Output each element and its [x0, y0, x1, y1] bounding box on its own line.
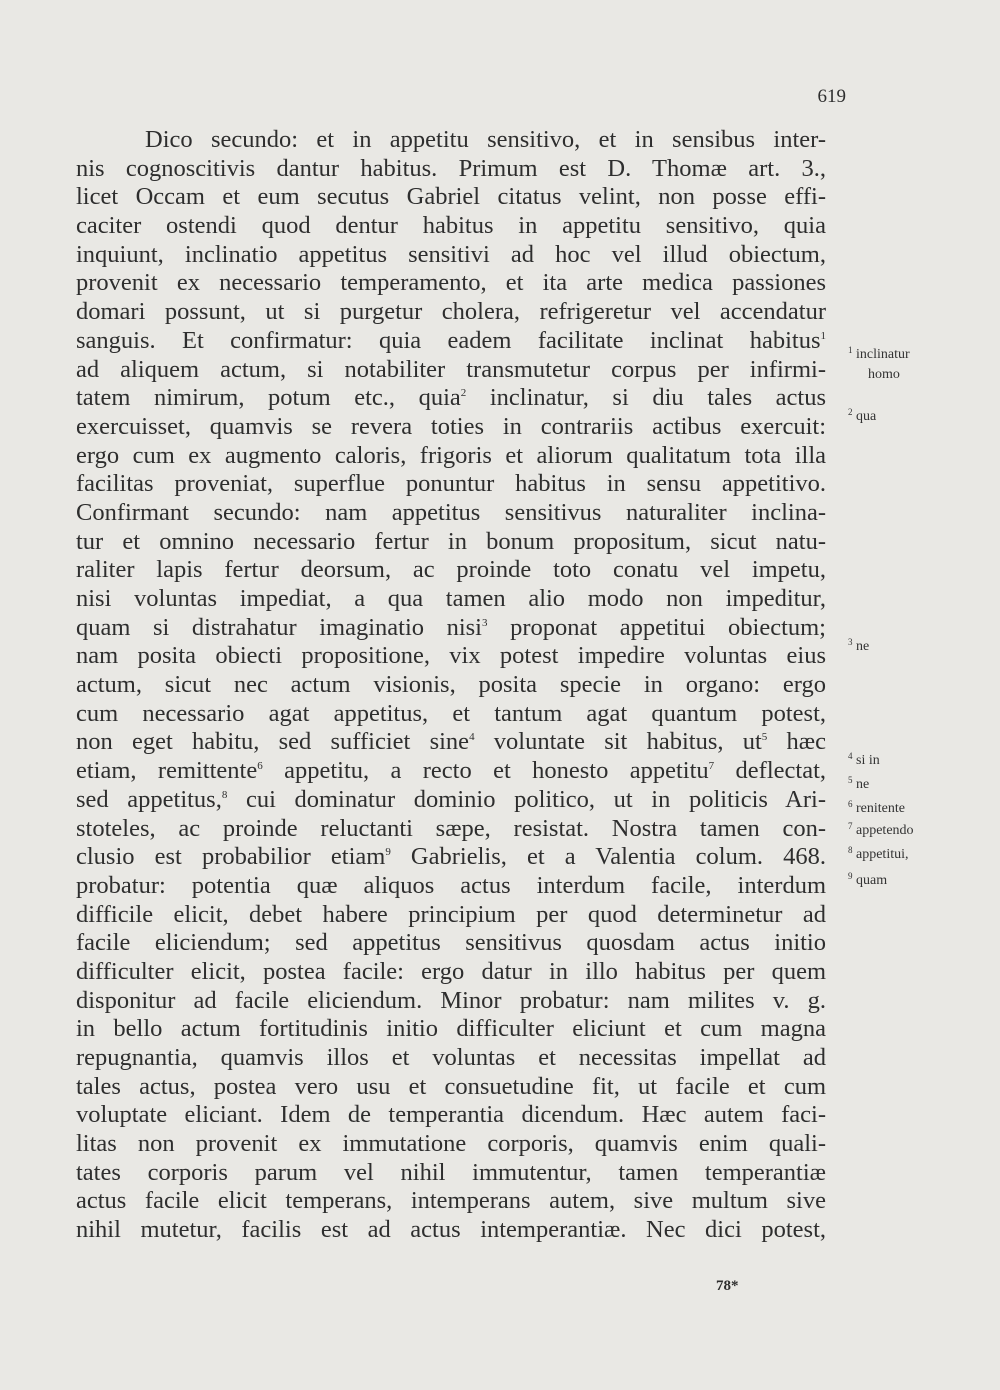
text-segment: exercuisset, quamvis se revera toties in contrariis actibus exercuit:	[76, 412, 826, 440]
text-line	[76, 786, 826, 815]
text-line	[76, 1130, 826, 1159]
margin-note-text: si in	[856, 753, 880, 768]
margin-note-marker: 3	[848, 637, 853, 647]
margin-note	[848, 770, 998, 795]
text-line	[76, 642, 826, 671]
text-line	[76, 1015, 826, 1044]
text-line	[76, 298, 826, 327]
text-segment: cum necessario agat appetitus, et tantum agat quantum potest,	[76, 699, 826, 727]
margin-note-text: renitente	[856, 801, 905, 816]
text-segment: etiam, remittente	[76, 757, 258, 785]
text-line	[76, 671, 826, 700]
text-segment: tales actus, postea vero usu et consuetudine fit, ut facile et cum	[76, 1072, 826, 1100]
margin-note	[848, 746, 998, 771]
text-segment: non eget habitu, sed sufficiet sine	[76, 728, 470, 756]
text-segment: difficile elicit, debet habere principium per quod determinetur ad	[76, 900, 826, 928]
text-segment: stoteles, ac proinde reluctanti sæpe, resistat. Nostra tamen con-	[76, 814, 826, 842]
margin-note	[848, 402, 998, 427]
margin-note	[848, 816, 998, 841]
margin-note	[848, 632, 998, 657]
footnote-marker: 9	[385, 846, 391, 859]
text-segment: Confirmant secundo: nam appetitus sensitivus naturaliter inclina-	[76, 498, 826, 526]
text-segment: litas non provenit ex immutatione corporis, quamvis enim quali-	[76, 1130, 826, 1158]
text-line	[76, 442, 826, 471]
footnote-marker: 4	[469, 731, 475, 744]
text-segment: proponat appetitui obiectum;	[487, 613, 826, 641]
footnote-marker: 5	[761, 731, 768, 744]
text-segment: actum, sicut nec actum visionis, posita specie in organo: ergo	[76, 671, 826, 699]
text-line	[76, 1159, 826, 1188]
margin-note-text: ne	[856, 639, 870, 654]
text-line	[76, 241, 826, 270]
text-segment: voluptate eliciant. Idem de temperantia dicendum. Hæc autem faci-	[76, 1101, 826, 1129]
text-line	[76, 843, 826, 872]
text-segment: tates corporis parum vel nihil immutentur, tamen temperantiæ	[76, 1158, 826, 1186]
text-segment: actus facile elicit temperans, intemperans autem, sive multum sive	[76, 1187, 826, 1215]
footnote-marker: 1	[820, 329, 826, 342]
body-text	[76, 126, 826, 1245]
text-line	[76, 528, 826, 557]
text-segment: facilitas proveniat, superflue ponuntur habitus in sensu appetitivo.	[76, 470, 826, 498]
text-line	[76, 1187, 826, 1216]
text-line	[76, 413, 826, 442]
footnote-marker: 3	[482, 616, 488, 629]
margin-note-marker: 4	[848, 751, 853, 761]
text-segment: domari possunt, ut si purgetur cholera, refrigeretur vel accendatur	[76, 298, 826, 326]
text-segment: sanguis. Et confirmatur: quia eadem facilitate inclinat habitus	[76, 326, 821, 354]
text-line	[76, 1044, 826, 1073]
text-segment: nihil mutetur, facilis est ad actus intemperantiæ. Nec dici potest,	[76, 1216, 826, 1244]
margin-note-marker: 2	[848, 407, 853, 417]
text-segment: licet Occam et eum secutus Gabriel citatus velint, non posse effi-	[76, 183, 826, 211]
text-segment: appetitu, a recto et honesto appetitu	[262, 757, 709, 785]
text-line	[76, 126, 826, 155]
text-segment: sed appetitus,	[76, 785, 222, 813]
text-segment: tatem nimirum, potum etc., quia	[76, 384, 461, 412]
text-line	[76, 958, 826, 987]
text-segment: nis cognoscitivis dantur habitus. Primum est D. Thomæ art. 3.,	[76, 154, 826, 182]
text-line	[76, 499, 826, 528]
margin-note-text: appetitui,	[856, 847, 909, 862]
text-line	[76, 987, 826, 1016]
text-segment: provenit ex necessario temperamento, et ita arte medica passiones	[76, 269, 826, 297]
text-segment: nisi voluntas impediat, a qua tamen alio modo non impeditur,	[76, 585, 826, 612]
margin-note-continuation: homo	[868, 367, 900, 382]
text-segment: ad aliquem actum, si notabiliter transmutetur corpus per infirmi-	[76, 355, 826, 383]
text-segment: difficulter elicit, postea facile: ergo datur in illo habitus per quem	[76, 957, 826, 985]
text-segment: Gabrielis, et a Valentia colum. 468.	[390, 843, 826, 871]
signature-mark: 78*	[716, 1278, 739, 1294]
text-line	[76, 614, 826, 643]
footnote-marker: 6	[257, 760, 263, 773]
footnote-marker: 7	[708, 760, 715, 773]
margin-note-text: qua	[856, 409, 877, 424]
text-line	[76, 700, 826, 729]
margin-note-marker: 5	[848, 775, 853, 785]
margin-note	[848, 866, 998, 891]
text-line	[76, 1216, 826, 1245]
text-line	[76, 1101, 826, 1130]
footnote-marker: 2	[460, 387, 467, 400]
text-line	[76, 327, 826, 356]
text-line	[76, 815, 826, 844]
text-line	[76, 356, 826, 385]
margin-note	[848, 340, 998, 385]
footnote-marker: 8	[221, 788, 228, 801]
margin-note-text: quam	[856, 873, 888, 888]
text-line	[76, 872, 826, 901]
text-line	[76, 470, 826, 499]
text-line	[76, 929, 826, 958]
margin-note-marker: 1	[848, 345, 853, 355]
text-segment: voluntate sit habitus, ut	[474, 728, 762, 756]
text-segment: repugnantia, quamvis illos et voluntas et necessitas impellat ad	[76, 1044, 826, 1071]
text-segment: in bello actum fortitudinis initio difficulter eliciunt et cum magna	[76, 1015, 826, 1043]
text-segment: quam si distrahatur imaginatio nisi	[76, 613, 482, 641]
text-line	[76, 269, 826, 298]
text-line	[76, 183, 826, 212]
margin-note-text: ne	[856, 777, 870, 792]
text-segment: facile eliciendum; sed appetitus sensitivus quosdam actus initio	[76, 929, 826, 957]
margin-note-marker: 7	[848, 821, 853, 831]
margin-note-text: appetendo	[856, 823, 914, 838]
text-segment: clusio est probabilior etiam	[76, 843, 386, 871]
margin-note-marker: 8	[848, 845, 853, 855]
text-segment: inquiunt, inclinatio appetitus sensitivi ad hoc vel illud obiectum,	[76, 240, 826, 268]
text-segment: deflectat,	[714, 757, 826, 785]
text-line	[76, 384, 826, 413]
text-segment: cui dominatur dominio politico, ut in politicis Ari-	[227, 785, 826, 813]
margin-note-text: inclinatur	[856, 347, 910, 362]
page-number: 619	[817, 86, 846, 107]
text-segment: raliter lapis fertur deorsum, ac proinde toto conatu vel impetu,	[76, 556, 826, 584]
margin-note	[848, 840, 998, 865]
text-segment: Dico secundo: et in appetitu sensitivo, et in sensibus inter-	[145, 126, 826, 153]
text-line	[76, 901, 826, 930]
text-line	[76, 155, 826, 184]
text-line	[76, 212, 826, 241]
text-segment: tur et omnino necessario fertur in bonum propositum, sicut natu-	[76, 527, 826, 555]
text-segment: inclinatur, si diu tales actus	[466, 384, 826, 412]
text-segment: hæc	[767, 728, 827, 756]
margin-note-marker: 6	[848, 799, 853, 809]
text-segment: caciter ostendi quod dentur habitus in appetitu sensitivo, quia	[76, 212, 826, 240]
text-line	[76, 757, 826, 786]
text-segment: disponitur ad facile eliciendum. Minor probatur: nam milites v. g.	[76, 986, 826, 1014]
text-segment: ergo cum ex augmento caloris, frigoris et aliorum qualitatum tota illa	[76, 441, 826, 469]
text-line	[76, 1073, 826, 1102]
text-segment: probatur: potentia quæ aliquos actus interdum facile, interdum	[76, 871, 826, 899]
text-line	[76, 556, 826, 585]
text-line	[76, 585, 826, 614]
margin-note-marker: 9	[848, 871, 853, 881]
text-line	[76, 728, 826, 757]
text-segment: nam posita obiecti propositione, vix potest impedire voluntas eius	[76, 642, 826, 670]
